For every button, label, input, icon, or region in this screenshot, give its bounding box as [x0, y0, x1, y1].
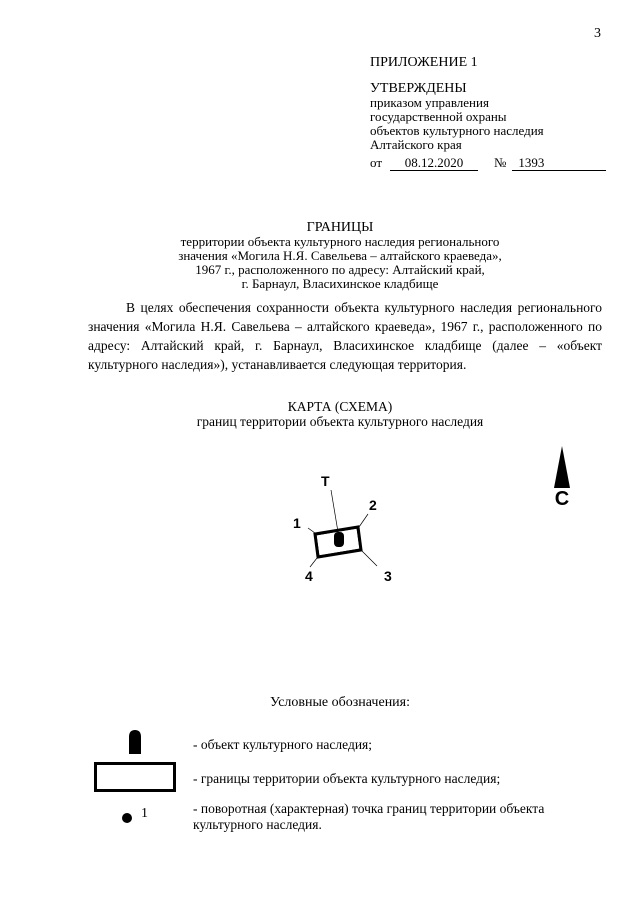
- heading-line: территории объекта культурного наследия регионального: [180, 234, 500, 249]
- heading-line: значения «Могила Н.Я. Савельева – алтайского краеведа»,: [178, 248, 502, 263]
- order-date: 08.12.2020: [390, 156, 478, 171]
- heritage-object-icon: [128, 730, 142, 754]
- map-scheme: [280, 470, 410, 590]
- approved-label: УТВЕРЖДЕНЫ: [370, 81, 467, 96]
- heading-line: 1967 г., расположенного по адресу: Алтайский край,: [195, 262, 485, 277]
- map-subtitle: границ территории объекта культурного наследия: [196, 414, 484, 429]
- leader-line-t: [331, 490, 338, 532]
- turning-point-icon: [120, 806, 134, 824]
- map-heading: [120, 399, 560, 429]
- legend-item-point: - поворотная (характерная) точка границ территории объекта культурного наследия.: [193, 801, 545, 832]
- map-title: КАРТА (СХЕМА): [287, 399, 393, 414]
- approval-line: государственной охраны: [370, 109, 507, 124]
- approval-line: приказом управления: [370, 95, 489, 110]
- label-point-2: 2: [369, 497, 377, 513]
- north-letter: С: [554, 488, 570, 510]
- heading-line: г. Барнаул, Власихинское кладбище: [241, 276, 439, 291]
- heading-title: ГРАНИЦЫ: [306, 220, 374, 235]
- approval-line: объектов культурного наследия: [370, 123, 544, 138]
- document-heading: [120, 221, 560, 291]
- leader-line-1: [308, 528, 315, 533]
- legend-title: Условные обозначения:: [269, 695, 411, 710]
- page-number: 3: [594, 26, 601, 41]
- intro-paragraph: В целях обеспечения сохранности объекта культурного наследия регионального значения «Могила Н.Я. Савельева – алтайского краеведа», 1967 г., расположенного по адресу: Алтайский край, г. Барнаул, Власихинское кладбище (далее – «объект культурного наследия»), устанавливается следующая территория.: [88, 300, 602, 372]
- legend-point-number: 1: [141, 806, 148, 821]
- appendix-label: ПРИЛОЖЕНИЕ 1: [370, 55, 478, 70]
- approval-block: [370, 56, 620, 171]
- leader-line-4: [310, 558, 317, 567]
- leader-line-3: [362, 551, 377, 566]
- order-number: 1393: [512, 156, 606, 171]
- order-date-number: [370, 156, 620, 171]
- label-point-4: 4: [305, 568, 313, 584]
- label-point-3: 3: [384, 568, 392, 584]
- legend-item-object: - объект культурного наследия;: [193, 737, 373, 752]
- north-arrow: [550, 446, 574, 510]
- boundary-icon: [94, 762, 176, 792]
- leader-line-2: [359, 514, 368, 527]
- approval-line: Алтайского края: [370, 137, 462, 152]
- north-arrow-icon: [554, 446, 570, 488]
- number-sign: №: [494, 155, 507, 170]
- label-point-1: 1: [293, 515, 301, 531]
- date-prefix: от: [370, 155, 383, 170]
- heritage-object-mark: [334, 532, 344, 547]
- label-t: Т: [321, 473, 330, 489]
- legend-item-boundary: - границы территории объекта культурного наследия;: [193, 771, 501, 786]
